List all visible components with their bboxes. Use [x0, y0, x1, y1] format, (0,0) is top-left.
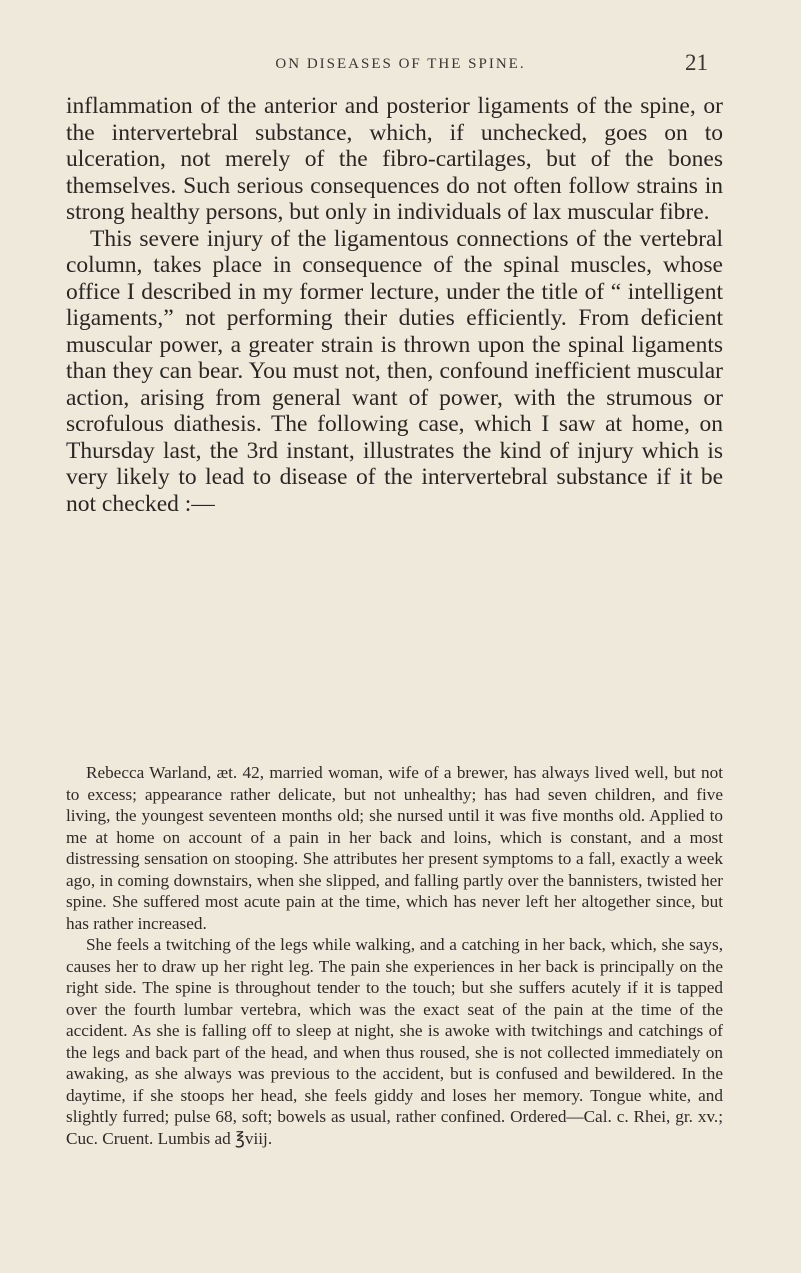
running-title: ON DISEASES OF THE SPINE. — [275, 56, 526, 72]
case-report — [66, 762, 723, 1149]
page-number: 21 — [685, 50, 708, 75]
case-paragraph: Rebecca Warland, æt. 42, married woman, wife of a brewer, has always lived well, but not to excess; appearance rather delicate, but not unhealthy; has had seven children, and five living, the youngest seventeen months old; she nursed until it was five months old. Applied to me at home on account of a pain in her back and loins, which is constant, and a most distressing sensation on stooping. She attributes her present symptoms to a fall, exactly a week ago, in coming downstairs, when she slipped, and falling partly over the bannisters, twisted her spine. She suffered most acute pain at the time, which has never left her altogether since, but has rather increased. — [66, 763, 723, 933]
case-paragraph: She feels a twitching of the legs while walking, and a catching in her back, which, she says, causes her to draw up her right leg. The pain she experiences in her back is principally on the right side. The spine is throughout tender to the touch; but she suffers acutely if it is tapped over the fourth lumbar vertebra, which was the exact seat of the pain at the time of the accident. As she is falling off to sleep at night, she is awoke with twitchings and catchings of the legs and back part of the head, and when thus roused, she is not collected immediately on awaking, as she always was previous to the accident, but is confused and bewildered. In the daytime, if she stoops her head, she feels giddy and loses her memory. Tongue white, and slightly furred; pulse 68, soft; bowels as usual, rather confined. Ordered—Cal. c. Rhei, gr. xv.; Cuc. Cruent. Lumbis ad ℥viij. — [66, 935, 723, 1148]
paragraph: This severe injury of the ligamentous connections of the vertebral column, takes place in consequence of the spinal muscles, whose office I described in my former lecture, under the title of “ intelligent ligaments,” not performing their duties efficiently. From deficient muscular power, a greater strain is thrown upon the spinal ligaments than they can bear. You must not, then, confound inefficient muscular action, arising from general want of power, with the strumous or scrofulous diathesis. The following case, which I saw at home, on Thursday last, the 3rd instant, illustrates the kind of injury which is very likely to lead to disease of the intervertebral substance if it be not checked :— — [66, 225, 723, 517]
lecture-text — [66, 93, 723, 517]
paragraph: inflammation of the anterior and posterior ligaments of the spine, or the intervertebral substance, which, if unchecked, goes on to ulceration, not merely of the fibro-cartilages, but of the bones themselves. Such serious consequences do not often follow strains in strong healthy persons, but only in individuals of lax muscular fibre. — [66, 93, 723, 225]
